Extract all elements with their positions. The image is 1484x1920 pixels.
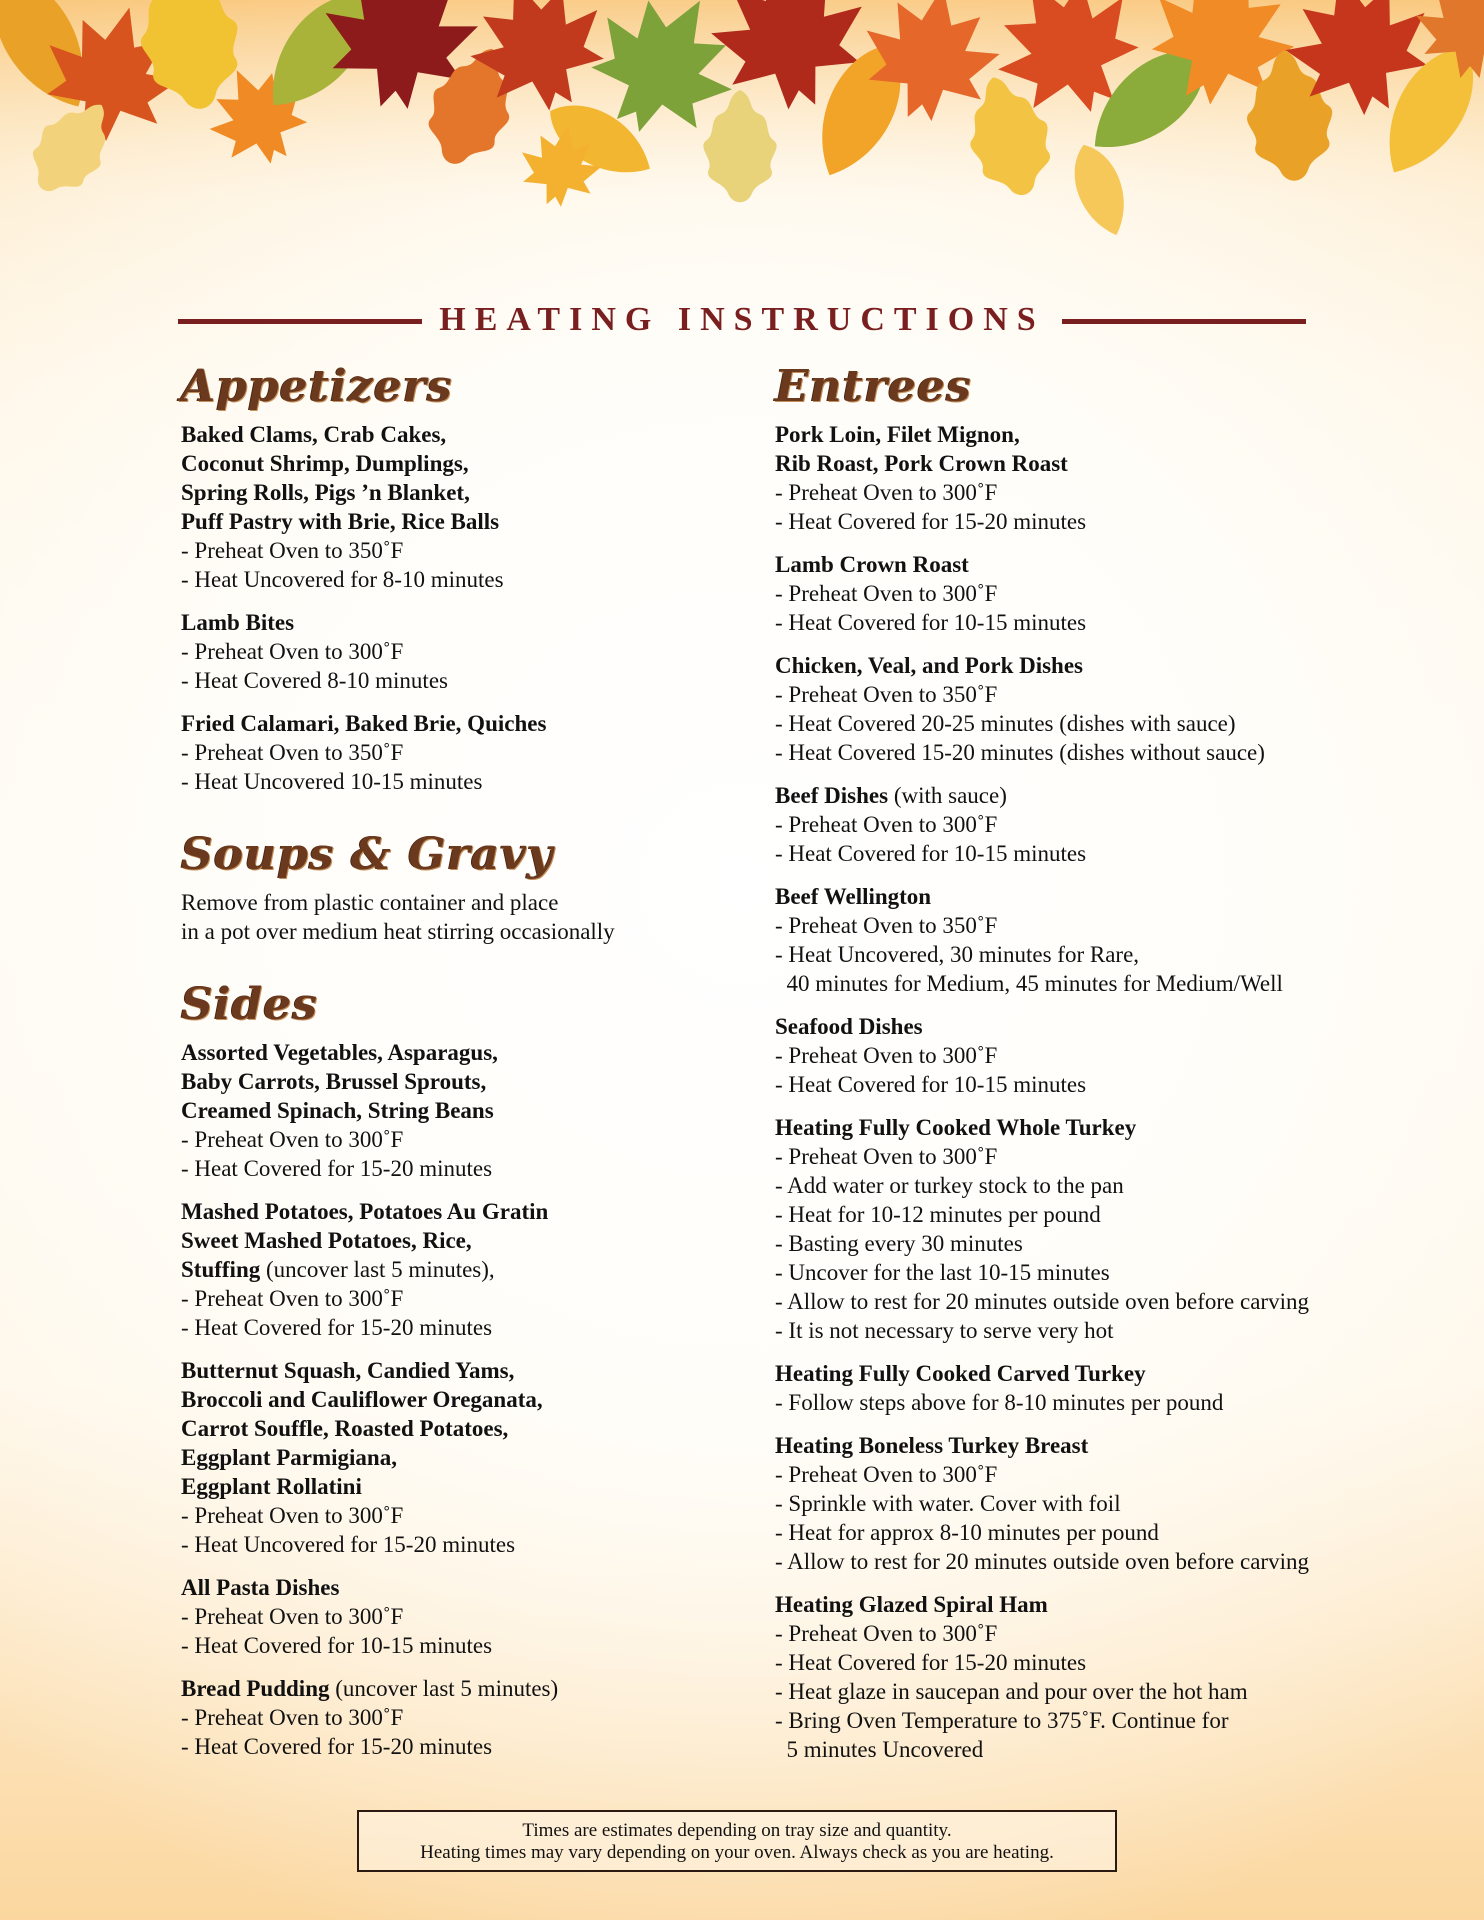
- item-name: Seafood Dishes: [775, 1014, 923, 1039]
- item-name: Eggplant Rollatini: [181, 1474, 362, 1499]
- item-step: - Preheat Oven to 300˚F: [181, 1604, 404, 1629]
- item-name: All Pasta Dishes: [181, 1575, 340, 1600]
- item-step: - Preheat Oven to 300˚F: [775, 581, 998, 606]
- item-name: Sweet Mashed Potatoes, Rice,: [181, 1228, 472, 1253]
- item-step: - Preheat Oven to 350˚F: [181, 740, 404, 765]
- entree-item: [775, 1012, 1415, 1099]
- item-name: Puff Pastry with Brie, Rice Balls: [181, 509, 500, 534]
- item-step: - Allow to rest for 20 minutes outside oven before carving: [775, 1549, 1309, 1574]
- item-name: Heating Fully Cooked Whole Turkey: [775, 1115, 1137, 1140]
- item-name: Broccoli and Cauliflower Oreganata,: [181, 1387, 543, 1412]
- appetizer-item: [181, 608, 741, 695]
- item-step: - Heat Covered for 10-15 minutes: [181, 1633, 493, 1658]
- disclaimer-line: Times are estimates depending on tray size and quantity.: [522, 1820, 952, 1841]
- disclaimer-line: Heating times may vary depending on your oven. Always check as you are heating.: [420, 1842, 1054, 1863]
- item-step: - Add water or turkey stock to the pan: [775, 1173, 1124, 1198]
- item-step: - Preheat Oven to 300˚F: [775, 1043, 998, 1068]
- entree-item: [775, 1113, 1415, 1345]
- appetizer-item: [181, 709, 741, 796]
- item-step: - Preheat Oven to 300˚F: [775, 812, 998, 837]
- item-name: Eggplant Parmigiana,: [181, 1445, 397, 1470]
- item-step: - Preheat Oven to 300˚F: [181, 639, 404, 664]
- item-name: Spring Rolls, Pigs ’n Blanket,: [181, 480, 470, 505]
- item-name: Bread Pudding: [181, 1676, 330, 1701]
- item-step: - Heat Covered for 10-15 minutes: [775, 1072, 1087, 1097]
- title-rule-left: [178, 319, 422, 324]
- item-step: - Heat Uncovered for 15-20 minutes: [181, 1532, 516, 1557]
- entree-item: [775, 882, 1415, 998]
- side-item: [181, 1197, 741, 1342]
- item-name: Beef Dishes: [775, 783, 889, 808]
- item-step: - Uncover for the last 10-15 minutes: [775, 1260, 1110, 1285]
- side-item: [181, 1038, 741, 1183]
- item-name: Coconut Shrimp, Dumplings,: [181, 451, 469, 476]
- item-name: Assorted Vegetables, Asparagus,: [181, 1040, 498, 1065]
- item-name: Heating Glazed Spiral Ham: [775, 1592, 1048, 1617]
- entree-item: [775, 651, 1415, 767]
- item-name: Chicken, Veal, and Pork Dishes: [775, 653, 1084, 678]
- entrees-section: [775, 361, 1415, 1764]
- entrees-heading: Entrees: [775, 361, 972, 412]
- item-name: Creamed Spinach, String Beans: [181, 1098, 494, 1123]
- item-note: (uncover last 5 minutes): [329, 1676, 559, 1701]
- item-note: (with sauce): [888, 783, 1007, 808]
- item-step: - Preheat Oven to 350˚F: [775, 913, 998, 938]
- item-step: - Heat Covered for 10-15 minutes: [775, 610, 1087, 635]
- item-step: - Heat Covered for 15-20 minutes: [181, 1315, 493, 1340]
- item-step: - Preheat Oven to 350˚F: [775, 682, 998, 707]
- entree-item: [775, 1431, 1415, 1576]
- item-name: Carrot Souffle, Roasted Potatoes,: [181, 1416, 509, 1441]
- item-step: 5 minutes Uncovered: [775, 1737, 984, 1762]
- page-title: HEATING INSTRUCTIONS: [439, 301, 1045, 338]
- item-step: - Preheat Oven to 350˚F: [181, 538, 404, 563]
- item-step: - Allow to rest for 20 minutes outside oven before carving: [775, 1289, 1309, 1314]
- entree-item: [775, 1359, 1415, 1417]
- sides-section: [181, 979, 741, 1761]
- soups-section: [181, 829, 741, 946]
- item-step: - Preheat Oven to 300˚F: [775, 1621, 998, 1646]
- item-name: Rib Roast, Pork Crown Roast: [775, 451, 1068, 476]
- item-name: Baked Clams, Crab Cakes,: [181, 422, 447, 447]
- item-name: Stuffing: [181, 1257, 261, 1282]
- title-row: [178, 300, 1306, 340]
- item-step: - Heat Covered for 10-15 minutes: [775, 841, 1087, 866]
- appetizers-heading: Appetizers: [181, 361, 453, 412]
- soups-instruction: in a pot over medium heat stirring occasionally: [181, 919, 615, 944]
- item-step: - Heat Covered for 15-20 minutes: [775, 1650, 1087, 1675]
- item-step: - Preheat Oven to 300˚F: [181, 1127, 404, 1152]
- item-step: - Preheat Oven to 300˚F: [181, 1705, 404, 1730]
- item-name: Fried Calamari, Baked Brie, Quiches: [181, 711, 547, 736]
- item-step: - Heat Uncovered 10-15 minutes: [181, 769, 483, 794]
- item-step: - Preheat Oven to 300˚F: [181, 1286, 404, 1311]
- item-step: - Bring Oven Temperature to 375˚F. Continue for: [775, 1708, 1229, 1733]
- side-item: [181, 1356, 741, 1559]
- title-rule-right: [1062, 319, 1306, 324]
- appetizers-section: [181, 361, 741, 796]
- item-name: Beef Wellington: [775, 884, 932, 909]
- item-step: - Heat Covered 8-10 minutes: [181, 668, 448, 693]
- item-name: Heating Fully Cooked Carved Turkey: [775, 1361, 1146, 1386]
- item-step: - Preheat Oven to 300˚F: [775, 480, 998, 505]
- item-step: - It is not necessary to serve very hot: [775, 1318, 1114, 1343]
- item-step: - Heat Covered for 15-20 minutes: [181, 1734, 493, 1759]
- item-step: - Sprinkle with water. Cover with foil: [775, 1491, 1121, 1516]
- entree-item: [775, 550, 1415, 637]
- item-name: Lamb Bites: [181, 610, 295, 635]
- entree-item: [775, 1590, 1415, 1764]
- side-item: [181, 1573, 741, 1660]
- item-step: 40 minutes for Medium, 45 minutes for Medium/Well: [775, 971, 1283, 996]
- item-name: Baby Carrots, Brussel Sprouts,: [181, 1069, 487, 1094]
- item-step: - Heat Covered for 15-20 minutes: [181, 1156, 493, 1181]
- item-step: - Heat for 10-12 minutes per pound: [775, 1202, 1101, 1227]
- soups-heading: Soups & Gravy: [181, 829, 554, 880]
- item-step: - Heat Covered 20-25 minutes (dishes with sauce): [775, 711, 1236, 736]
- item-step: - Heat glaze in saucepan and pour over the hot ham: [775, 1679, 1248, 1704]
- item-step: - Basting every 30 minutes: [775, 1231, 1023, 1256]
- item-step: - Preheat Oven to 300˚F: [775, 1144, 998, 1169]
- item-step: - Heat Uncovered, 30 minutes for Rare,: [775, 942, 1140, 967]
- item-note: (uncover last 5 minutes),: [260, 1257, 495, 1282]
- item-step: - Heat Covered 15-20 minutes (dishes without sauce): [775, 740, 1265, 765]
- item-name: Pork Loin, Filet Mignon,: [775, 422, 1020, 447]
- disclaimer-box: [357, 1810, 1117, 1872]
- item-name: Mashed Potatoes, Potatoes Au Gratin: [181, 1199, 549, 1224]
- item-step: - Preheat Oven to 300˚F: [181, 1503, 404, 1528]
- item-step: - Preheat Oven to 300˚F: [775, 1462, 998, 1487]
- item-name: Heating Boneless Turkey Breast: [775, 1433, 1089, 1458]
- entree-item: [775, 420, 1415, 536]
- item-step: - Follow steps above for 8-10 minutes per pound: [775, 1390, 1224, 1415]
- soups-instruction: Remove from plastic container and place: [181, 890, 559, 915]
- sides-heading: Sides: [181, 979, 319, 1030]
- item-step: - Heat for approx 8-10 minutes per pound: [775, 1520, 1159, 1545]
- autumn-leaves-banner: [0, 0, 1484, 280]
- left-column: [181, 361, 741, 1797]
- item-name: Lamb Crown Roast: [775, 552, 969, 577]
- item-name: Butternut Squash, Candied Yams,: [181, 1358, 515, 1383]
- entree-item: [775, 781, 1415, 868]
- side-item: [181, 1674, 741, 1761]
- item-step: - Heat Covered for 15-20 minutes: [775, 509, 1087, 534]
- item-step: - Heat Uncovered for 8-10 minutes: [181, 567, 504, 592]
- right-column: [775, 361, 1415, 1800]
- appetizer-item: [181, 420, 741, 594]
